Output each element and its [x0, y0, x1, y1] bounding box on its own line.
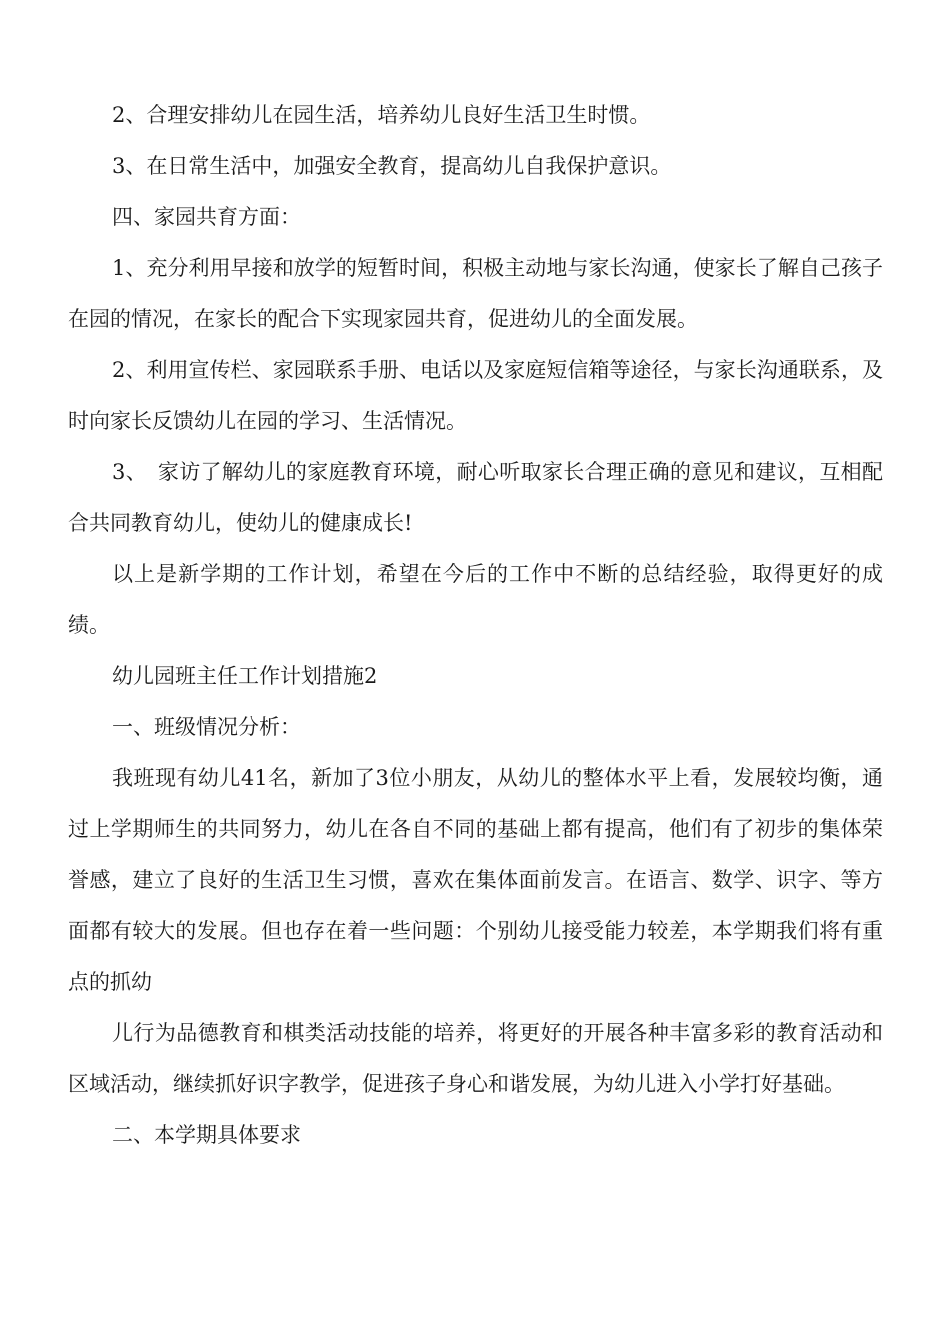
section-heading-class-analysis: 一、班级情况分析： — [112, 715, 301, 739]
paragraph-item-2-channels: 2、利用宣传栏、家园联系手册、电话以及家庭短信箱等途径，与家长沟通联系，及时向家长反馈幼儿在园的学习、生活情况。 — [68, 358, 883, 433]
paragraph-item-2: 2、合理安排幼儿在园生活，培养幼儿良好生活卫生时惯。 — [112, 103, 651, 127]
document-body — [68, 90, 883, 1161]
paragraph-class-analysis-cont: 儿行为品德教育和棋类活动技能的培养，将更好的开展各种丰富多彩的教育活动和区域活动，继续抓好识字教学，促进孩子身心和谐发展，为幼儿进入小学打好基础。 — [68, 1021, 883, 1096]
paragraph-item-3: 3、在日常生活中，加强安全教育，提高幼儿自我保护意识。 — [112, 154, 672, 178]
paragraph-conclusion: 以上是新学期的工作计划，希望在今后的工作中不断的总结经验，取得更好的成绩。 — [68, 562, 883, 637]
paragraph-item-3-home-visit: 3、 家访了解幼儿的家庭教育环境，耐心听取家长合理正确的意见和建议，互相配合共同教育幼儿，使幼儿的健康成长! — [68, 460, 883, 535]
document-section-title: 幼儿园班主任工作计划措施2 — [112, 664, 378, 688]
section-heading-home-school: 四、家园共育方面： — [112, 205, 301, 229]
section-heading-requirements: 二、本学期具体要求 — [112, 1123, 301, 1147]
paragraph-item-1-communication: 1、充分利用早接和放学的短暂时间，积极主动地与家长沟通，使家长了解自己孩子在园的情况，在家长的配合下实现家园共育，促进幼儿的全面发展。 — [68, 256, 883, 331]
paragraph-class-analysis: 我班现有幼儿41名，新加了3位小朋友，从幼儿的整体水平上看，发展较均衡，通过上学期师生的共同努力，幼儿在各自不同的基础上都有提高，他们有了初步的集体荣誉感，建立了良好的生活卫生习惯，喜欢在集体面前发言。在语言、数学、识字、等方面都有较大的发展。但也存在着一些问题：个别幼儿接受能力较差，本学期我们将有重点的抓幼 — [68, 766, 883, 994]
